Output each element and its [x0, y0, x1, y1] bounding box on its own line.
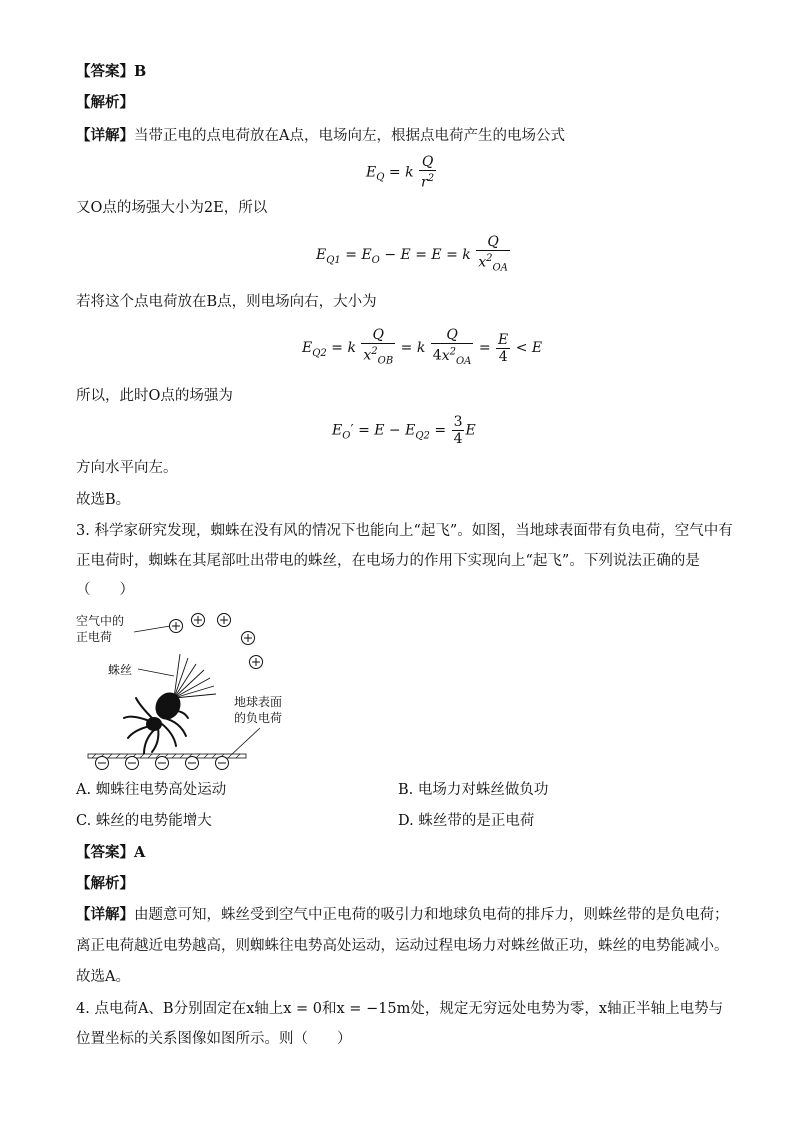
q4-stem-line2: 位置坐标的关系图像如图所示。则（ ）	[76, 1031, 352, 1047]
option-a[interactable]: A. 蜘蛛往电势高处运动	[76, 782, 227, 798]
negative-charges	[96, 757, 229, 770]
label-air-charge-1: 空气中的	[76, 614, 125, 628]
q3-stem-line1: 3. 科学家研究发现，蜘蛛在没有风的情况下也能向上“起飞”。如图，当地球表面带有负电荷，空气中有	[76, 523, 733, 539]
formula-eo-prime: $E_O' = E - E_{Q2}$ = $\frac{3}{4}$ E	[332, 414, 476, 447]
silk-threads	[174, 654, 216, 698]
q3-detail-line2: 离正电荷越近电势越高，则蜘蛛往电势高处运动，运动过程电场力对蛛丝做正功，蛛丝的电势能减小。	[76, 938, 729, 954]
q3-detail-tag: 【详解】	[76, 906, 134, 923]
spider-figure	[70, 606, 310, 776]
analysis-label: 【解析】	[76, 94, 134, 111]
label-earth-charge-1: 地球表面	[234, 695, 283, 709]
q3-conclusion: 故选A。	[76, 969, 130, 985]
paragraph-5: 方向水平向左。	[76, 460, 178, 476]
option-c[interactable]: C. 蛛丝的电势能增大	[76, 813, 212, 829]
formula-point-charge-field: $E_Q = k$ $\frac{Q}{r^2}$	[366, 154, 435, 191]
paragraph-2: 又O点的场强大小为2E，所以	[76, 200, 268, 216]
q3-detail-line1	[76, 905, 729, 925]
formula-eq2: $E_{Q2} = k$ $\frac{Q}{x^2_{OB}}$ = k $\frac{Q}{4x^2_{OA}}$ = $\frac{E}{4}$ < E	[302, 327, 543, 367]
paragraph-3: 若将这个点电荷放在B点，则电场向右，大小为	[76, 294, 377, 310]
detail-paragraph	[76, 126, 565, 146]
formula-eq1: $E_{Q1} = E_O - E = E = k$ $\frac{Q}{x^2_{OA}}$	[316, 234, 508, 274]
leader-line-air	[134, 626, 170, 632]
detail-text: 当带正电的点电荷放在A点，电场向左，根据点电荷产生的电场公式	[134, 128, 565, 144]
q3-answer-label: 【答案】A	[76, 844, 146, 861]
label-earth-charge-2: 的负电荷	[234, 711, 283, 725]
q3-stem-line3: （ ）	[76, 582, 134, 598]
option-d[interactable]: D. 蛛丝带的是正电荷	[398, 813, 535, 829]
leader-line-silk	[138, 669, 174, 676]
q3-analysis-label: 【解析】	[76, 875, 134, 892]
detail-tag: 【详解】	[76, 127, 134, 144]
q4-stem-line1: 4. 点电荷A、B分别固定在x轴上x = 0和x = −15m处，规定无穷远处电势为零，x轴正半轴上电势与	[76, 1001, 724, 1017]
option-b[interactable]: B. 电场力对蛛丝做负功	[398, 782, 549, 798]
label-air-charge-2: 正电荷	[76, 630, 113, 644]
label-silk: 蛛丝	[108, 663, 133, 677]
spider-icon	[124, 688, 188, 754]
paragraph-4: 所以，此时O点的场强为	[76, 388, 233, 404]
leader-line-earth	[230, 728, 260, 756]
q2-conclusion: 故选B。	[76, 492, 131, 508]
q3-stem-line2: 正电荷时，蜘蛛在其尾部吐出带电的蛛丝，在电场力的作用下实现向上“起飞”。下列说法正确的是	[76, 553, 700, 569]
answer-label: 【答案】B	[76, 63, 147, 80]
positive-charges	[170, 614, 263, 669]
q3-detail-text1: 由题意可知，蛛丝受到空气中正电荷的吸引力和地球负电荷的排斥力，则蛛丝带的是负电荷；	[134, 907, 729, 923]
